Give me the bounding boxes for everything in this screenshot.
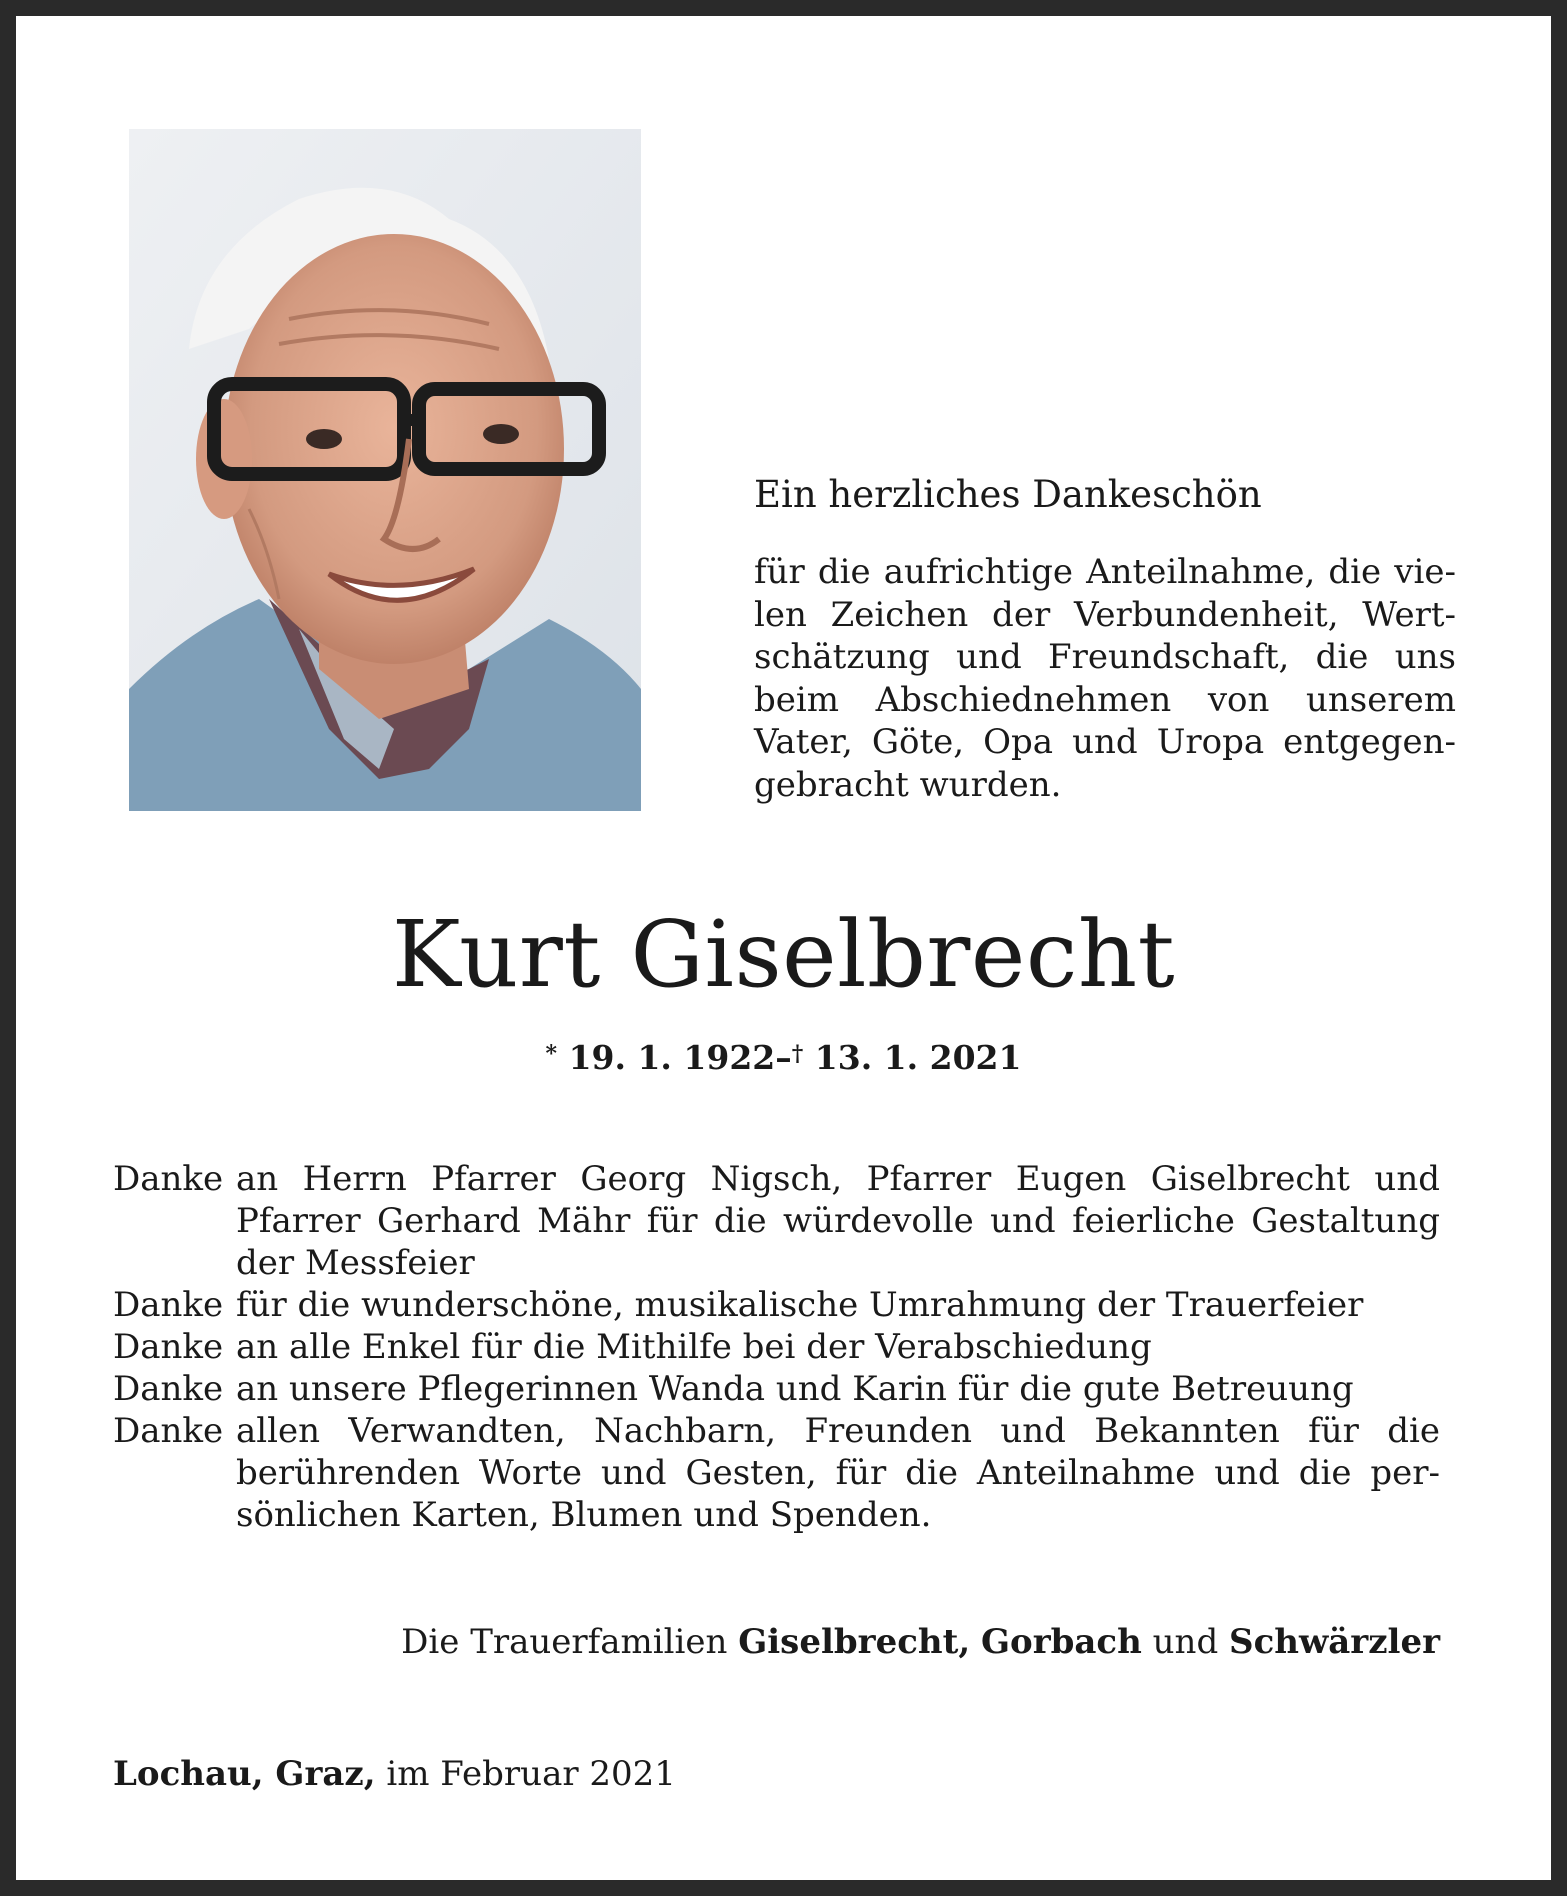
thanks-line: schätzung und Freundschaft, die uns xyxy=(754,637,1456,677)
thank-you-line: an alle Enkel für die Mithilfe bei der Verabschiedung xyxy=(236,1327,1152,1367)
thank-you-item xyxy=(113,1284,1440,1326)
thank-you-text xyxy=(236,1368,1440,1410)
family-name: Schwärzler xyxy=(1229,1622,1440,1662)
life-dates xyxy=(0,1032,1567,1080)
thank-you-line: allen Verwandten, Nachbarn, Freunden und Bekannten für die xyxy=(236,1411,1440,1451)
birth-date: 19. 1. 1922 xyxy=(568,1038,776,1077)
thank-you-line: Pfarrer Gerhard Mähr für die würdevolle und feierliche Gestaltung xyxy=(236,1201,1440,1241)
thank-you-item xyxy=(113,1410,1440,1536)
portrait-photo xyxy=(129,129,641,811)
signature-conjunction: und xyxy=(1152,1622,1219,1662)
thank-you-word: Danke xyxy=(113,1411,224,1451)
thanks-body xyxy=(754,551,1456,806)
thanks-line: für die aufrichtige Anteilnahme, die vie- xyxy=(754,552,1456,592)
thank-you-text xyxy=(236,1410,1440,1536)
thanks-block xyxy=(754,471,1456,806)
thanks-line: beim Abschiednehmen von unserem xyxy=(754,679,1456,720)
thank-you-line: an unsere Pflegerinnen Wanda und Karin für die gute Betreuung xyxy=(236,1369,1354,1409)
thanks-title: Ein herzliches Dankeschön xyxy=(754,473,1262,516)
portrait-illustration xyxy=(129,129,641,811)
signature-prefix: Die Trauerfamilien xyxy=(401,1622,728,1662)
thank-you-line: an Herrn Pfarrer Georg Nigsch, Pfarrer Eugen Giselbrecht und xyxy=(236,1159,1440,1199)
thank-you-line: sönlichen Karten, Blumen und Spenden. xyxy=(236,1495,932,1535)
thank-you-item xyxy=(113,1368,1440,1410)
death-symbol: † xyxy=(791,1041,804,1067)
family-name: Gorbach xyxy=(980,1622,1142,1662)
birth-symbol: * xyxy=(545,1041,558,1067)
thank-you-line: berührenden Worte und Gesten, für die Anteilnahme und die per- xyxy=(236,1453,1440,1493)
thank-you-word: Danke xyxy=(113,1285,224,1325)
thank-you-line: der Messfeier xyxy=(236,1243,475,1283)
thanks-line: gebracht wurden. xyxy=(754,764,1062,805)
thank-you-list xyxy=(113,1158,1440,1536)
place-and-date xyxy=(113,1752,676,1796)
family-signature xyxy=(401,1620,1440,1664)
thanks-line: len Zeichen der Verbundenheit, Wert- xyxy=(754,594,1456,635)
thank-you-line: für die wunderschöne, musikalische Umrahmung der Trauerfeier xyxy=(236,1285,1364,1325)
place-cities: Lochau, Graz, xyxy=(113,1754,376,1794)
date-dash: – xyxy=(775,1038,792,1077)
thank-you-word: Danke xyxy=(113,1327,224,1367)
thank-you-text xyxy=(236,1284,1440,1326)
deceased-name: Kurt Giselbrecht xyxy=(391,901,1176,1008)
place-date: im Februar 2021 xyxy=(386,1754,676,1794)
thank-you-text xyxy=(236,1158,1440,1284)
thanks-line: Vater, Göte, Opa und Uropa entgegen- xyxy=(754,722,1456,762)
thank-you-word: Danke xyxy=(113,1159,224,1199)
death-date: 13. 1. 2021 xyxy=(814,1038,1022,1077)
thank-you-item xyxy=(113,1326,1440,1368)
thank-you-word: Danke xyxy=(113,1369,224,1409)
thank-you-item xyxy=(113,1158,1440,1284)
family-name: Giselbrecht, xyxy=(738,1622,971,1662)
thank-you-text xyxy=(236,1326,1440,1368)
